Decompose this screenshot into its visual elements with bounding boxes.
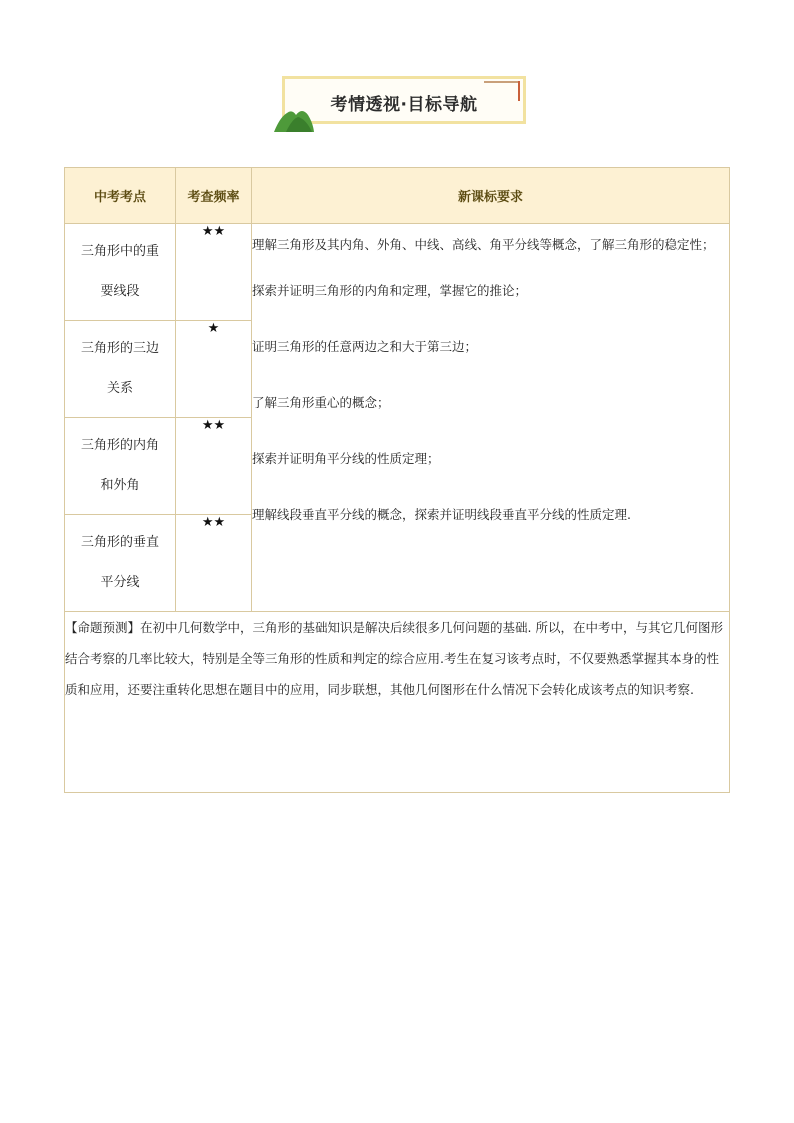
banner-frame (282, 76, 526, 124)
exam-topics-table (64, 167, 730, 793)
header-topic: 中考考点 (65, 168, 176, 224)
topic-label: 三角形的内角和外角 (80, 438, 159, 493)
requirement-item: 证明三角形的任意两边之和大于第三边； (252, 339, 478, 354)
requirement-item: 探索并证明角平分线的性质定理； (252, 451, 440, 466)
header-requirements: 新课标要求 (252, 168, 730, 224)
requirements-cell (252, 224, 730, 612)
frequency-stars: ★★ (176, 224, 252, 321)
requirement-item: 了解三角形重心的概念； (252, 395, 390, 410)
prediction-row (65, 612, 730, 793)
requirement-item: 探索并证明三角形的内角和定理，掌握它的推论； (252, 283, 528, 298)
header-frequency: 考查频率 (176, 168, 252, 224)
topic-cell (65, 224, 176, 321)
banner-title: 考情透视·目标导航 (330, 95, 478, 115)
frequency-stars: ★★ (176, 418, 252, 515)
table-row (65, 224, 730, 321)
banner-accent-bar (518, 81, 520, 101)
mountain-icon (272, 105, 316, 133)
topic-label: 三角形的三边关系 (80, 341, 159, 396)
topic-cell (65, 418, 176, 515)
frequency-stars: ★★ (176, 515, 252, 612)
topic-label: 三角形中的重要线段 (80, 244, 159, 299)
frequency-stars: ★ (176, 321, 252, 418)
table-header-row (65, 168, 730, 224)
topic-label: 三角形的垂直平分线 (80, 535, 159, 590)
topic-cell (65, 515, 176, 612)
requirement-item: 理解线段垂直平分线的概念，探索并证明线段垂直平分线的性质定理. (252, 507, 631, 522)
banner-accent-line (484, 81, 520, 83)
title-banner (272, 73, 534, 133)
topic-cell (65, 321, 176, 418)
requirement-item: 理解三角形及其内角、外角、中线、高线、角平分线等概念，了解三角形的稳定性； (252, 237, 715, 252)
exam-prediction: 【命题预测】在初中几何数学中，三角形的基础知识是解决后续很多几何问题的基础. 所以，在中考中，与其它几何图形结合考察的几率比较大，特别是全等三角形的性质和判定的综合应用.考生在复习该考点时，不仅要熟悉掌握其本身的性质和应用，还要注重转化思想在题目中的应用，同步联想，其他几何图形在什么情况下会转化成该考点的知识考察. (65, 612, 730, 793)
